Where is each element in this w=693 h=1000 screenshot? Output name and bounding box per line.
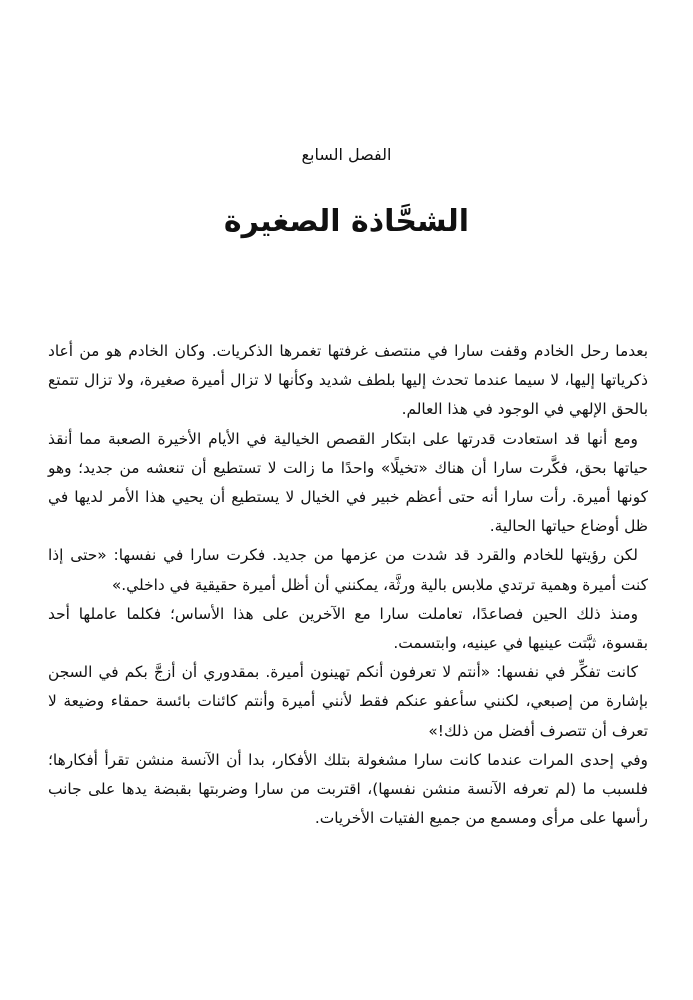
paragraph: لكن رؤيتها للخادم والقرد قد شدت من عزمها من جديد. فكرت سارا في نفسها: «حتى إذا كنت أميرة وهمية ترتدي ملابس بالية ورثَّة، يمكنني أن أظل أميرة حقيقية في داخلي.»: [48, 546, 648, 594]
chapter-title: الشحَّاذة الصغيرة: [223, 204, 470, 239]
paragraph: وفي إحدى المرات عندما كانت سارا مشغولة بتلك الأفكار، بدا أن الآنسة منشن تقرأ أفكارها؛ فلسبب ما (لم تعرفه الآنسة منشن نفسها)، اقتربت من سارا وضربتها بقبضة يدها على جانب رأسها على مرأى ومسمع من جميع الفتيات الأخريات.: [48, 750, 648, 828]
paragraph: ومنذ ذلك الحين فصاعدًا، تعاملت سارا مع الآخرين على هذا الأساس؛ فكلما عاملها أحد بقسوة، ثبَّتت عينيها في عينيه، وابتسمت.: [48, 604, 648, 653]
chapter-body: [48, 337, 648, 833]
paragraph: كانت تفكِّر في نفسها: «أنتم لا تعرفون أنكم تهينون أميرة. بمقدوري أن أزجَّ بكم في السجن بإشارة من إصبعي، لكنني سأعفو عنكم فقط لأنني أميرة وأنتم كائنات بائسة حمقاء وضيعة لا تعرف أن تتصرف أفضل من ذلك!»: [48, 663, 648, 740]
paragraph: ومع أنها قد استعادت قدرتها على ابتكار القصص الخيالية في الأيام الأخيرة الصعبة مما أنقذ حياتها بحق، فكَّرت سارا أن هناك «تخيلًا» واحدًا ما زالت لا تستطيع أن تنعشه من جديد؛ وهو كونها أميرة. رأت سارا أنه حتى أعظم خبير في الخيال لا يستطيع أن يحيي هذا الأمر لديها في ظل أوضاع حياتها الحالية.: [48, 429, 648, 536]
paragraph: بعدما رحل الخادم وقفت سارا في منتصف غرفتها تغمرها الذكريات. وكان الخادم هو من أعاد ذكرياتها إليها، لا سيما عندما تحدث إليها بلطف شديد وكأنها لا تزال أميرة صغيرة، ولا تزال تتمتع بالحق الإلهي في الوجود في هذا العالم.: [48, 342, 648, 419]
chapter-number: الفصل السابع: [301, 145, 392, 164]
